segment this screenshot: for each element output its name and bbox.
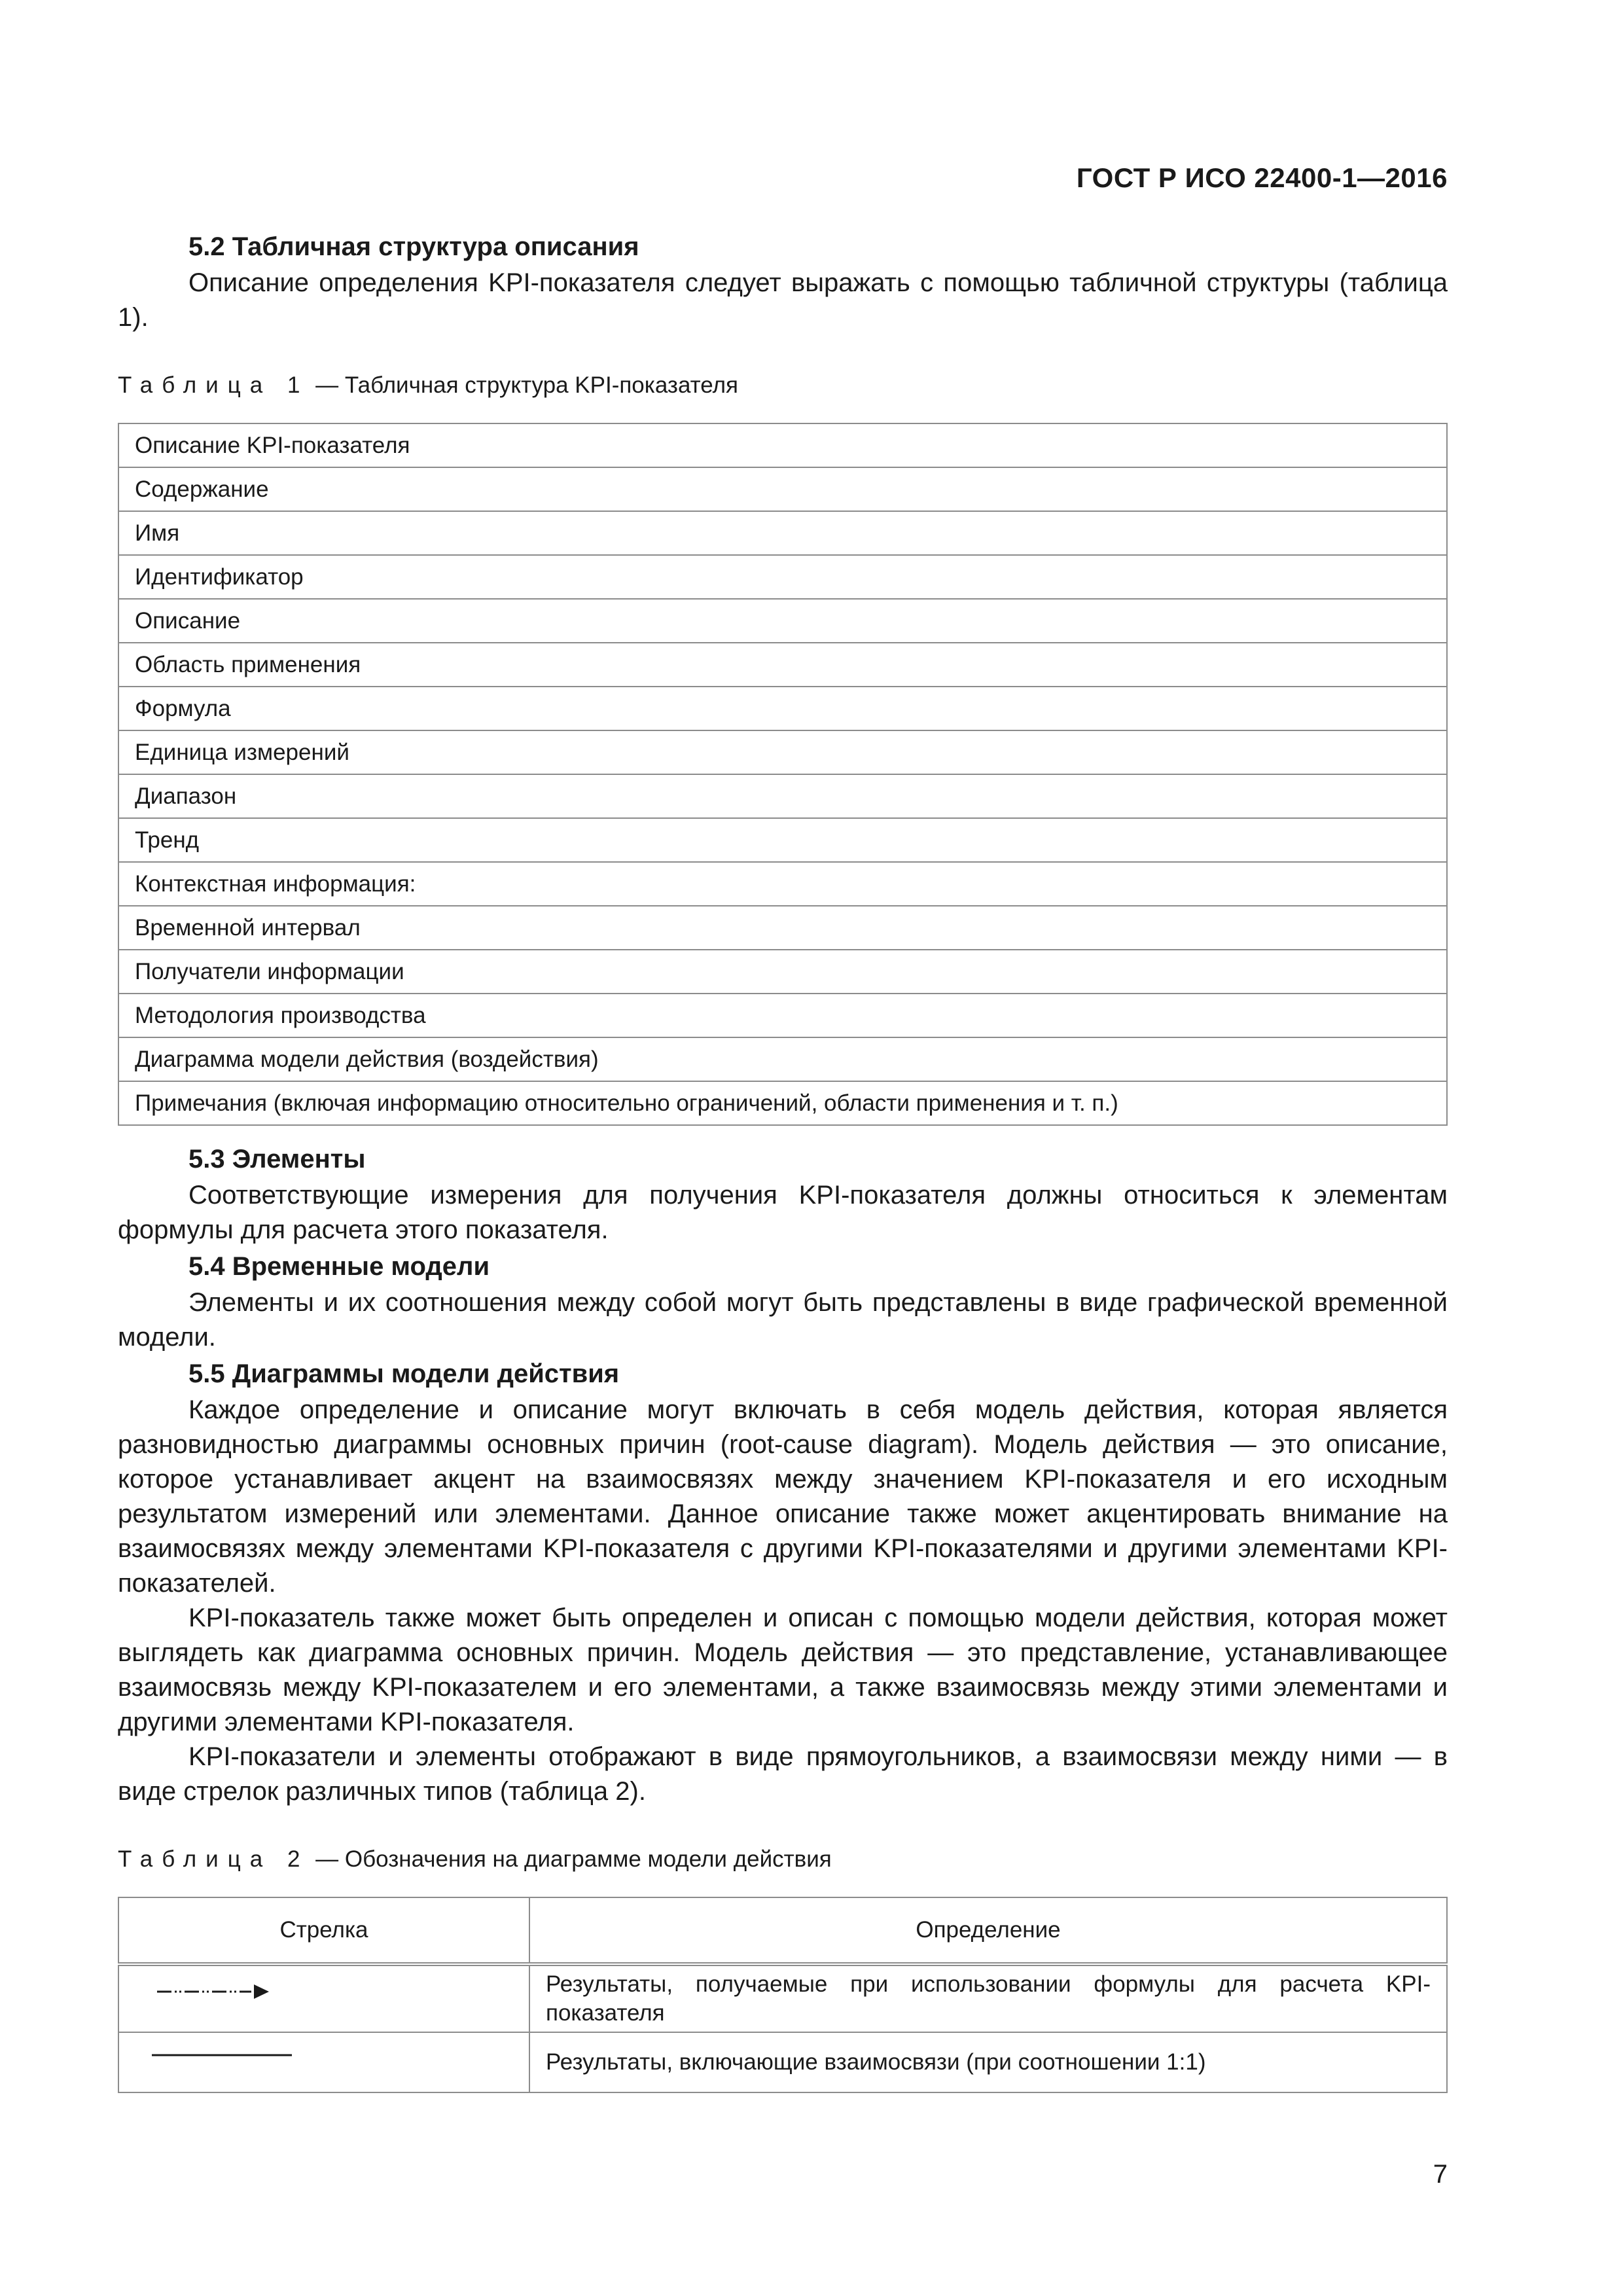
table-row xyxy=(118,1081,1447,1125)
table-row xyxy=(118,906,1447,950)
table1-caption-title: — Табличная структура KPI-показателя xyxy=(309,372,738,398)
arrow-legend-table xyxy=(118,1897,1448,2093)
table1-caption xyxy=(118,370,1448,401)
kpi-structure-table xyxy=(118,423,1448,1126)
arrow-cell xyxy=(118,2032,529,2092)
table-cell: Получатели информации xyxy=(118,950,1447,994)
column-header-definition: Определение xyxy=(529,1897,1447,1964)
table2-caption-title: — Обозначения на диаграмме модели действия xyxy=(309,1846,832,1872)
table-row xyxy=(118,1964,1447,2032)
table-cell: Область применения xyxy=(118,643,1447,687)
solid-line-icon xyxy=(135,2047,292,2070)
table2-caption-label: Таблица 2 xyxy=(118,1846,310,1872)
column-header-arrow: Стрелка xyxy=(118,1897,529,1964)
table-row xyxy=(118,774,1447,818)
section-5-3-heading: 5.3 Элементы xyxy=(188,1145,366,1174)
table-cell: Описание KPI-показателя xyxy=(118,423,1447,467)
table1-caption-label: Таблица 1 xyxy=(118,372,310,398)
table-cell: Идентификатор xyxy=(118,555,1447,599)
table-cell: Имя xyxy=(118,511,1447,555)
table-row xyxy=(118,950,1447,994)
arrow-cell xyxy=(118,1964,529,2032)
table-row xyxy=(118,555,1447,599)
table-cell: Контекстная информация: xyxy=(118,862,1447,906)
section-5-4-heading: 5.4 Временные модели xyxy=(188,1252,490,1281)
page-number: 7 xyxy=(1433,2160,1448,2189)
table2-caption xyxy=(118,1844,1448,1874)
section-5-3-text: Соответствующие измерения для получения KPI-показателя должны относиться к элементам формулы для расчета этого показателя. xyxy=(118,1181,1448,1244)
table-row xyxy=(118,643,1447,687)
table-cell: Диапазон xyxy=(118,774,1447,818)
table-row xyxy=(118,818,1447,862)
definition-cell: Результаты, включающие взаимосвязи (при соотношении 1:1) xyxy=(529,2032,1447,2092)
table-row xyxy=(118,599,1447,643)
table-cell: Тренд xyxy=(118,818,1447,862)
section-5-5-heading: 5.5 Диаграммы модели действия xyxy=(188,1359,620,1388)
table-row xyxy=(118,994,1447,1037)
table-row xyxy=(118,467,1447,511)
section-5-2-heading: 5.2 Табличная структура описания xyxy=(188,232,639,261)
table-row xyxy=(118,687,1447,730)
section-5-5-paragraph-1: Каждое определение и описание могут включать в себя модель действия, которая является разновидностью диаграммы основных причин (root-cause diagram). Модель действия — это описание, которое устанавливает акцент на взаимосвязях между значением KPI-показателя и его исходным результатом измерений или элементами. Данное описание также может акцентировать внимание на взаимосвязях между элементами KPI-показателя с другими KPI-показателями и другими элементами KPI-показателей. xyxy=(118,1395,1448,1598)
section-5-5-paragraph-2: KPI-показатель также может быть определен и описан с помощью модели действия, которая может выглядеть как диаграмма основных причин. Модель действия — это представление, устанавливающее взаимосвязь между KPI-показателем и его элементами, а также взаимосвязь между этими элементами и другими элементами KPI-показателя. xyxy=(118,1604,1448,1736)
table-row xyxy=(118,423,1447,467)
table-cell: Примечания (включая информацию относительно ограничений, области применения и т. п.) xyxy=(118,1081,1447,1125)
table-row xyxy=(118,862,1447,906)
table-header-row xyxy=(118,1897,1447,1964)
table-row xyxy=(118,2032,1447,2092)
table-cell: Описание xyxy=(118,599,1447,643)
table-cell: Содержание xyxy=(118,467,1447,511)
table-cell: Единица измерений xyxy=(118,730,1447,774)
section-5-4-text: Элементы и их соотношения между собой могут быть представлены в виде графической временной модели. xyxy=(118,1288,1448,1352)
definition-cell: Результаты, получаемые при использовании формулы для расчета KPI-показателя xyxy=(529,1964,1447,2032)
section-5-5-paragraph-3: KPI-показатели и элементы отображают в виде прямоугольников, а взаимосвязи между ними — в виде стрелок различных типов (таблица 2). xyxy=(118,1742,1448,1806)
table-cell: Методология производства xyxy=(118,994,1447,1037)
standard-code: ГОСТ Р ИСО 22400-1—2016 xyxy=(1076,162,1448,193)
table-cell: Временной интервал xyxy=(118,906,1447,950)
table-row xyxy=(118,730,1447,774)
dash-dot-dot-arrow-icon xyxy=(135,1981,292,2003)
table-row xyxy=(118,511,1447,555)
table-row xyxy=(118,1037,1447,1081)
table-cell: Диаграмма модели действия (воздействия) xyxy=(118,1037,1447,1081)
table-cell: Формула xyxy=(118,687,1447,730)
section-5-2-text: Описание определения KPI-показателя следует выражать с помощью табличной структуры (таблица 1). xyxy=(118,268,1448,332)
page-content xyxy=(118,228,1448,2093)
